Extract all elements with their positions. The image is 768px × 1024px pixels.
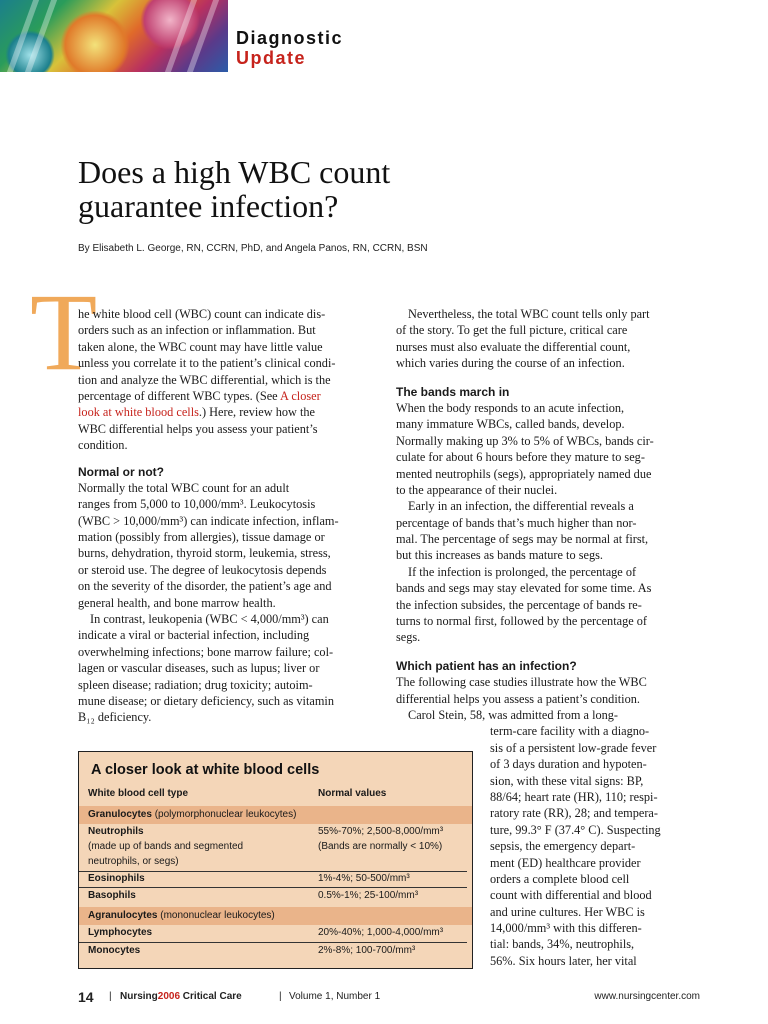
table-row bbox=[79, 826, 472, 870]
text-line: term-care facility with a diagno- bbox=[490, 724, 650, 739]
text-line: ranges from 5,000 to 10,000/mm³. Leukocytosis bbox=[78, 497, 316, 512]
text-line: In contrast, leukopenia (WBC < 4,000/mm³) can bbox=[90, 612, 329, 627]
text-line: lagen or vascular diseases, such as lupus; liver or bbox=[78, 661, 320, 676]
cell-type: Lymphocytes bbox=[88, 927, 153, 938]
spacer bbox=[396, 372, 700, 384]
text-line: but this increases as bands mature to segs. bbox=[396, 548, 603, 563]
group-row bbox=[79, 806, 472, 824]
text-line: ture, 99.3° F (37.4° C). Suspecting bbox=[490, 822, 661, 837]
section-kicker-sub: Update bbox=[236, 48, 307, 68]
text-line: condition. bbox=[78, 438, 128, 453]
table-row bbox=[79, 927, 472, 943]
footer-separator: | bbox=[109, 991, 112, 1002]
footer-separator: | bbox=[279, 991, 282, 1002]
group-desc: (mononuclear leukocytes) bbox=[157, 910, 275, 921]
spacer bbox=[396, 646, 700, 658]
text-fragment: percentage of different WBC types. (See bbox=[78, 388, 281, 403]
drop-cap: T bbox=[30, 271, 98, 393]
title-line: guarantee infection? bbox=[78, 188, 339, 224]
spacer bbox=[78, 454, 378, 464]
text-line: ment (ED) healthcare provider bbox=[490, 855, 641, 870]
text-line: 88/64; heart rate (HR), 110; respi- bbox=[490, 789, 658, 804]
text-line: unless you correlate it to the patient’s clinical condi- bbox=[78, 356, 336, 371]
row-divider bbox=[79, 887, 467, 888]
wbc-sidebar-table bbox=[78, 751, 473, 969]
volume-info: Volume 1, Number 1 bbox=[289, 991, 381, 1002]
group-label bbox=[88, 809, 296, 820]
text-line: percentage of bands that’s much higher than nor- bbox=[396, 515, 637, 530]
text-line: mune disease; or dietary deficiency, such as vitamin bbox=[78, 693, 334, 708]
text-line: Carol Stein, 58, was admitted from a long- bbox=[408, 707, 619, 722]
text-line: overwhelming infections; bone marrow failure; col- bbox=[78, 644, 334, 659]
text-line: WBC differential helps you assess your patient’s bbox=[78, 421, 318, 436]
journal-brand: Nursing bbox=[120, 991, 158, 1002]
text-line: general health, and bone marrow health. bbox=[78, 595, 276, 610]
text-line: tion and analyze the WBC differential, which is the bbox=[78, 372, 331, 387]
text-line: segs. bbox=[396, 630, 421, 645]
text-line: indicate a viral or bacterial infection, including bbox=[78, 628, 310, 643]
text-line: taken alone, the WBC count may have little value bbox=[78, 339, 323, 354]
row-divider bbox=[79, 942, 467, 943]
column-left bbox=[78, 306, 378, 726]
text-line: Normally the total WBC count for an adult bbox=[78, 480, 290, 495]
text-line: sepsis, the emergency depart- bbox=[490, 839, 636, 854]
cell-value: 55%-70%; 2,500-8,000/mm³ bbox=[318, 826, 444, 837]
text-line: (WBC > 10,000/mm³) can indicate infection, inflam- bbox=[78, 513, 339, 528]
cell-type: Neutrophils bbox=[88, 826, 144, 837]
title-line: Does a high WBC count bbox=[78, 154, 391, 190]
section-heading: Which patient has an infection? bbox=[396, 658, 577, 673]
section-heading: Normal or not? bbox=[78, 464, 164, 479]
page-number: 14 bbox=[78, 989, 94, 1005]
cell-value: 0.5%-1%; 25-100/mm³ bbox=[318, 890, 419, 901]
text-line: count with differential and blood bbox=[490, 888, 652, 903]
row-divider bbox=[79, 871, 467, 872]
text-line: many immature WBCs, called bands, develop. bbox=[396, 417, 625, 432]
text-line: 56%. Six hours later, her vital bbox=[490, 953, 637, 968]
text-line: and urine cultures. Her WBC is bbox=[490, 904, 645, 919]
text-line: which varies during the course of an infection. bbox=[396, 356, 625, 371]
table-row bbox=[79, 890, 472, 906]
text-line: spleen disease; radiation; drug toxicity; autoim- bbox=[78, 677, 313, 692]
group-name: Granulocytes bbox=[88, 809, 152, 820]
text-line: differential helps you assess a patient’s condition. bbox=[396, 691, 640, 706]
text-line: When the body responds to an acute infection, bbox=[396, 400, 625, 415]
table-header-row bbox=[79, 788, 472, 804]
text-line: to the appearance of their nuclei. bbox=[396, 482, 558, 497]
text-line: tial: bands, 34%, neutrophils, bbox=[490, 937, 635, 952]
cell-type: Eosinophils bbox=[88, 873, 145, 884]
text-line: orders a complete blood cell bbox=[490, 871, 630, 886]
text-line: mal. The percentage of segs may be normal at first, bbox=[396, 532, 649, 547]
header-image bbox=[0, 0, 228, 72]
text-fragment: .) Here, review how the bbox=[198, 405, 315, 420]
text-line: Early in an infection, the differential reveals a bbox=[408, 499, 634, 514]
text-line: orders such as an infection or inflammation. But bbox=[78, 323, 316, 338]
article-title bbox=[78, 155, 598, 223]
cell-type: Basophils bbox=[88, 890, 136, 901]
page-footer bbox=[78, 989, 700, 1007]
cell-note: (made up of bands and segmented bbox=[88, 841, 244, 852]
website-link[interactable]: www.nursingcenter.com bbox=[594, 991, 700, 1002]
cell-value: 20%-40%; 1,000-4,000/mm³ bbox=[318, 927, 444, 938]
text-line: Nevertheless, the total WBC count tells only part bbox=[408, 307, 650, 321]
cell-type: Monocytes bbox=[88, 945, 141, 956]
cell-note: neutrophils, or segs) bbox=[88, 856, 179, 867]
text-line: B₁₂ deficiency. bbox=[78, 710, 152, 725]
group-desc: (polymorphonuclear leukocytes) bbox=[151, 809, 297, 820]
journal-subtitle: Critical Care bbox=[180, 991, 242, 1002]
text-line: culate for about 6 hours before they mature to seg- bbox=[396, 450, 645, 465]
text-line: turns to normal first, followed by the percentage of bbox=[396, 614, 647, 629]
text-line: burns, dehydration, thyroid storm, leukemia, stress, bbox=[78, 546, 331, 561]
group-name: Agranulocytes bbox=[88, 910, 158, 921]
text-line: Normally making up 3% to 5% of WBCs, bands cir- bbox=[396, 433, 654, 448]
column-header: Normal values bbox=[318, 788, 387, 799]
text-line: The following case studies illustrate how the WBC bbox=[396, 675, 647, 690]
section-heading: The bands march in bbox=[396, 384, 510, 399]
text-line bbox=[78, 388, 378, 404]
table-row bbox=[79, 945, 472, 961]
text-line: or steroid use. The degree of leukocytosis depends bbox=[78, 562, 327, 577]
text-line: mented neutrophils (segs), appropriately named due bbox=[396, 466, 652, 481]
text-line: 14,000/mm³ with this differen- bbox=[490, 921, 642, 936]
cell-value: 1%-4%; 50-500/mm³ bbox=[318, 873, 410, 884]
text-line: of 3 days duration and hypoten- bbox=[490, 757, 647, 772]
text-line: the infection subsides, the percentage of bands re- bbox=[396, 597, 642, 612]
cell-value: 2%-8%; 100-700/mm³ bbox=[318, 945, 416, 956]
text-line: nurses must also evaluate the differential count, bbox=[396, 339, 631, 354]
text-line: ratory rate (RR), 28; and tempera- bbox=[490, 806, 658, 821]
section-kicker: Diagnostic bbox=[236, 28, 344, 48]
cell-value: (Bands are normally < 10%) bbox=[318, 841, 443, 852]
text-line: If the infection is prolonged, the percentage of bbox=[408, 564, 637, 579]
text-line: sis of a persistent low-grade fever bbox=[490, 740, 657, 755]
sidebar-link[interactable]: A closer bbox=[280, 388, 321, 403]
journal-name bbox=[120, 991, 242, 1002]
journal-year: 2006 bbox=[157, 991, 181, 1002]
group-row bbox=[79, 907, 472, 925]
sidebar-title: A closer look at white blood cells bbox=[91, 762, 320, 778]
byline: By Elisabeth L. George, RN, CCRN, PhD, and Angela Panos, RN, CCRN, BSN bbox=[78, 243, 428, 254]
text-line: mation (possibly from allergies), tissue damage or bbox=[78, 530, 325, 545]
text-line: of the story. To get the full picture, critical care bbox=[396, 323, 628, 338]
column-header: White blood cell type bbox=[88, 788, 189, 799]
text-line bbox=[78, 404, 378, 420]
text-line: on the severity of the disorder, the patient’s age and bbox=[78, 579, 332, 594]
text-line: he white blood cell (WBC) count can indicate dis- bbox=[78, 307, 326, 321]
group-label bbox=[88, 910, 275, 921]
text-line: sion, with these vital signs: BP, bbox=[490, 773, 644, 788]
sidebar-link-cont[interactable]: look at white blood cells bbox=[78, 405, 199, 420]
text-line: bands and segs may stay elevated for some time. As bbox=[396, 581, 652, 596]
